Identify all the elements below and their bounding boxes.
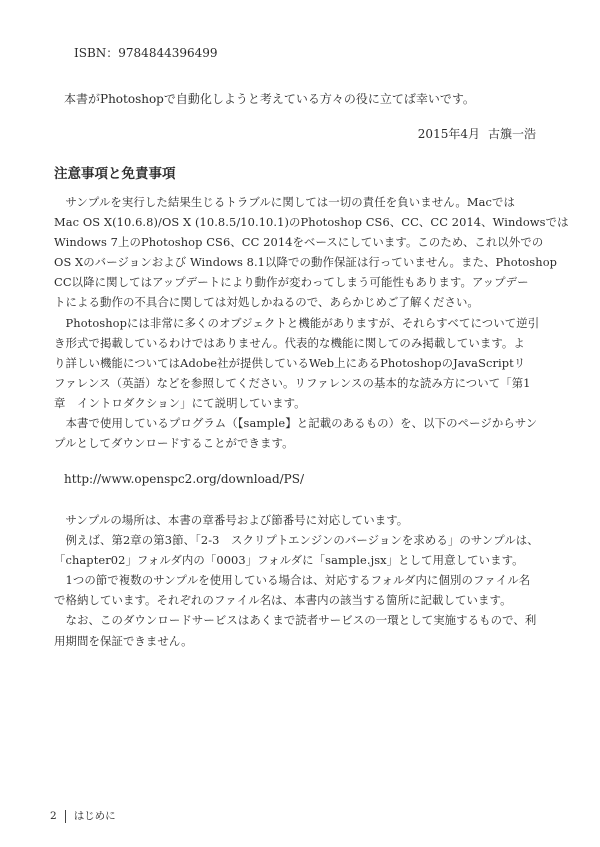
text-line: トによる動作の不具合に関しては対処しかねるので、あらかじめご了解ください。 xyxy=(54,295,479,310)
text-line: OS Xのバージョンおよび Windows 8.1以降での動作保証は行っていません。また、Photoshop xyxy=(54,255,558,270)
text-line: Mac OS X(10.6.8)/OS X (10.8.5/10.10.1)のPhotoshop CS6、CC、CC 2014、Windowsでは xyxy=(54,215,569,230)
text-line: 例えば、第2章の第3節、「2-3 スクリプトエンジンのバージョンを求める」のサンプルは、 xyxy=(54,533,539,548)
text-line: CC以降に関してはアップデートにより動作が変わってしまう可能性もあります。アップデー xyxy=(54,275,529,290)
text-line: り詳しい機能についてはAdobe社が提供しているWeb上にあるPhotoshopのJavaScriptリ xyxy=(54,355,526,370)
text-line: サンプルを実行した結果生じるトラブルに関しては一切の責任を負いません。Macでは xyxy=(54,195,515,209)
sample-location-paragraphs xyxy=(54,510,548,651)
text-line: 用期間を保証できません。 xyxy=(54,633,193,648)
text-line: 章 イントロダクション」にて説明しています。 xyxy=(54,395,306,410)
text-line: プルとしてダウンロードすることができます。 xyxy=(54,436,294,451)
dateline xyxy=(418,126,536,142)
text-line: なお、このダウンロードサービスはあくまで読者サービスの一環として実施するもので、利 xyxy=(54,613,537,628)
author-name: 古籏一浩 xyxy=(487,127,536,141)
publication-date: 2015年4月 xyxy=(417,127,480,141)
text-line: Photoshopには非常に多くのオブジェクトと機能がありますが、それらすべてについて逆引 xyxy=(54,315,540,330)
page-number: 2 xyxy=(50,810,57,822)
disclaimer-paragraphs xyxy=(54,192,569,453)
text-line: Windows 7上のPhotoshop CS6、CC 2014をベースにしています。このため、これ以外での xyxy=(54,235,544,250)
section-heading: 注意事項と免責事項 xyxy=(54,166,176,182)
isbn-text: ISBN：9784844396499 xyxy=(74,46,218,60)
text-line: き形式で掲載しているわけではありません。代表的な機能に関してのみ掲載しています。よ xyxy=(54,335,525,350)
intro-sentence: 本書がPhotoshopで自動化しようと考えている方々の役に立てば幸いです。 xyxy=(64,92,475,106)
text-line: ファレンス（英語）などを参照してください。リファレンスの基本的な読み方について「第1 xyxy=(54,375,531,390)
text-line: 「chapter02」フォルダ内の「0003」フォルダに「sample.jsx」として用意しています。 xyxy=(54,553,524,568)
text-line: 本書で使用しているプログラム（【sample】と記載のあるもの）を、以下のページからサン xyxy=(54,416,538,431)
text-line: サンプルの場所は、本書の章番号および節番号に対応しています。 xyxy=(54,513,409,527)
text-line: で格納しています。それぞれのファイル名は、本書内の該当する箇所に記載しています。 xyxy=(54,593,512,608)
page-footer xyxy=(50,808,116,824)
text-line: 1つの節で複数のサンプルを使用している場合は、対応するフォルダ内に個別のファイル名 xyxy=(54,573,531,588)
chapter-label: はじめに xyxy=(73,810,116,822)
footer-divider xyxy=(65,810,66,823)
download-url: http://www.openspc2.org/download/PS/ xyxy=(64,472,305,486)
